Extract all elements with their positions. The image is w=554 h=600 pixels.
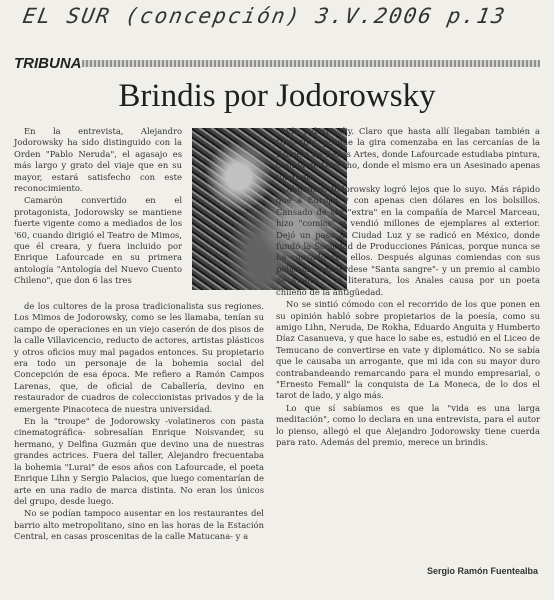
paragraph: Alejandro Jodorowsky logró lejos que lo suyo. Más rápido que a Europa y con apenas cien dólares en los bolsillos. Cansado de ser "extra" en la compañía de Marcel Marceau, hizo "comics" y vendió millones de ejemplares al exterior. Dejó un paso la Ciudad Luz y se radicó en México, donde fundó la Sociedad de Producciones Pánicas, porque nunca se ha cansado con ellos. Después algunas comiendas con sus películas -recuérdese "Santa sangre"- y un premio al cambio de vuelta a la literatura, los Anales causa por un poeta chileno de la antigüedad. — [276, 184, 540, 297]
paragraph: No se sintió cómodo con el recorrido de los que ponen en su opinión habló sobre propietarios de la poesía, como su amigo Lihn, Neruda, De Rokha, Eduardo Anguita y Humberto Díaz Casanueva, y que hace lo sabe es, estudió en el Liceo de Temucano de convertirse en vate y diplomático. No se sabía que le causaba un arrogante, que mi ida con su mayor duro contrabandeando remarcando para el mundo empresarial, o "Ernesto Femall" la conquista de La Moneca, de lo dos el tarot de lado, y algo más. — [276, 299, 540, 401]
article-column-left — [14, 301, 264, 544]
paragraph: vía Jodorowsky. Claro que hasta allí llegaban también a "mal tiro" porque la gira comenzaba en las cercanías de la Escuela de Bellas Artes, donde Lafourcade estudiaba pintura, o en la de Derecho, donde el mismo era un Asesinado apenas tolerado. — [276, 126, 540, 182]
paragraph: de los cultores de la prosa tradicionalista sus regiones. Los Mimos de Jodorowsky, como se les llamaba, tenían su campo de operaciones en un viejo caserón de dos pisos de la calle Villavicencio, reducto de actores, artistas plásticos y otros oficios muy mal pagados entonces. Su propietario era todo un personaje de la bohemia social del Concepción de esa época. Me refiero a Ramón Campos Larenas, que, de oficial de Caballería, devino en restaurador de cuadros de coleccionistas privados y de la emergente Pinacoteca de nuestra universidad. — [14, 301, 264, 414]
paragraph: Camarón convertido en el protagonista, Jodorowsky se mantiene fuerte vigente como a mediados de los '60, cuando dirigió el Teatro de Mimos, que él creara, y fuera incluido por Enrique Lafourcade en su primera antología "Antología del Nuevo Cuento Chileno", que don 6 las tres — [14, 195, 182, 286]
paragraph: En la "troupe" de Jodorowsky -volatineros con pasta cinematográfica- sobresalían Enrique Noisvander, su hermano, y Delfina Guzmán que devino una de nuestras grandes actrices. Fuera del taller, Alejandro frecuentaba la bohemia "Lurai" de esos años con Lafourcade, el poeta Enrique Lihn y Sergio Palacios, que luego comentarían de arte en una radio de marca distinta. No eran los únicos del grupo, desde luego. — [14, 416, 264, 506]
headline: Brindis por Jodorowsky — [118, 78, 436, 114]
section-label: TRIBUNA — [14, 55, 82, 72]
handwritten-source-note: EL SUR (concepción) 3.V.2006 p.13 — [20, 4, 509, 28]
paragraph: Lo que sí sabíamos es que la "vida es una larga meditación", como lo declara en una entrevista, para el autor lo pienso, allegó el que Alejandro Jodorowsky tiene cuerda para rato. Además del premio, merece un brindis. — [276, 402, 540, 447]
author-byline: Sergio Ramón Fuentealba — [426, 566, 538, 576]
paragraph: En la entrevista, Alejandro Jodorowsky ha sido distinguido con la Orden "Pablo Neruda", el agasajo es más largo y grato del viaje que en su mayor, estará satisfecho con este reconocimiento. — [14, 126, 182, 194]
article-column-left-top — [14, 126, 182, 288]
article-column-right — [276, 126, 540, 449]
paragraph: No se podían tampoco ausentar en los restaurantes del barrio alto metropolitano, sino en las horas de la Estación Central, en casas proscenitas de la calle Matucana- y a — [14, 508, 264, 542]
section-divider — [82, 60, 540, 67]
